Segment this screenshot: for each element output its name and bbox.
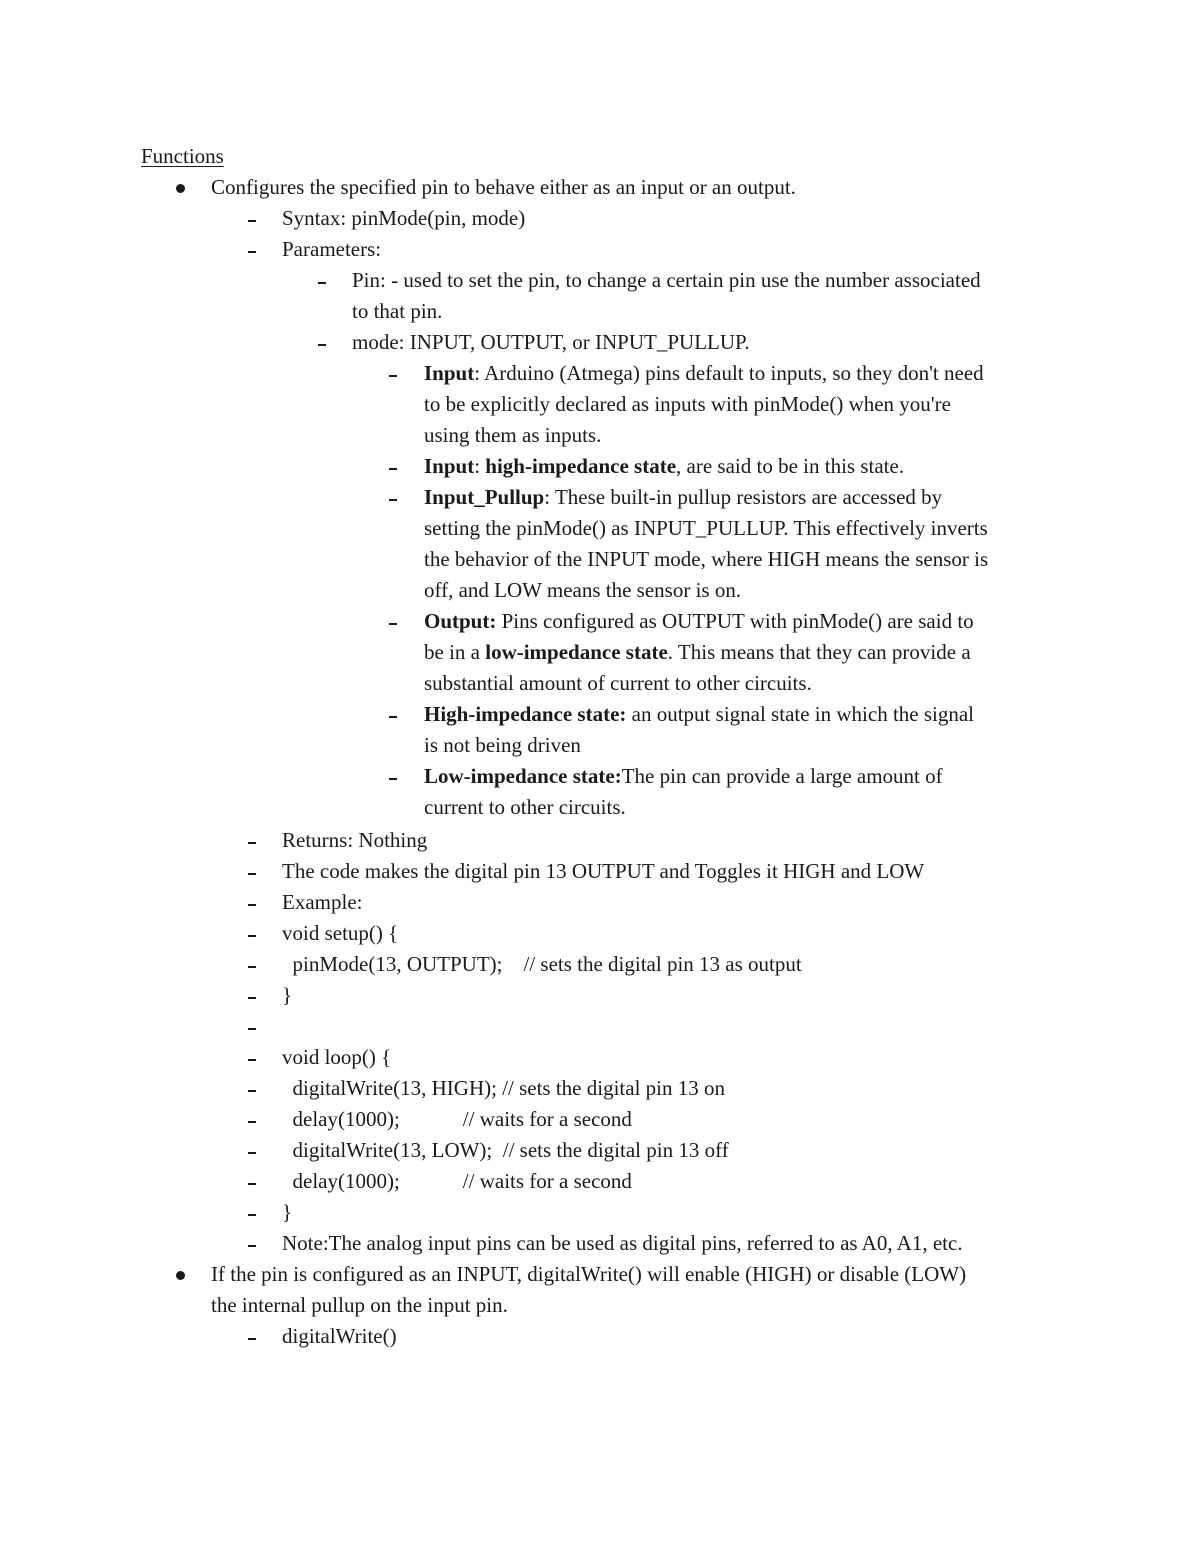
dash-marker [248, 1152, 256, 1154]
code-line: pinMode(13, OUTPUT); // sets the digital pin 13 as output [282, 952, 802, 976]
code-line: void loop() { [282, 1045, 392, 1069]
dash-marker [389, 778, 397, 780]
dash-marker [318, 282, 326, 284]
dash-marker [248, 251, 256, 253]
section-heading: Functions [141, 144, 224, 168]
high-impedance-term: high-impedance state [485, 454, 677, 478]
dash-marker [248, 1121, 256, 1123]
dash-marker [248, 1183, 256, 1185]
code-line: delay(1000); // waits for a second [282, 1169, 632, 1193]
input-desc-line: to be explicitly declared as inputs with pinMode() when you're [424, 392, 951, 416]
code-line: delay(1000); // waits for a second [282, 1107, 632, 1131]
dash-marker [248, 935, 256, 937]
code-description-line: The code makes the digital pin 13 OUTPUT and Toggles it HIGH and LOW [282, 859, 925, 883]
code-line: } [282, 983, 293, 1007]
high-impedance-line: is not being driven [424, 733, 581, 757]
pullup-line: off, and LOW means the sensor is on. [424, 578, 742, 602]
low-impedance-term: low-impedance state [485, 640, 668, 664]
dash-marker [389, 499, 397, 501]
bullet-marker [176, 1271, 185, 1280]
pullup-line: Input_Pullup: These built-in pullup resistors are accessed by [424, 485, 943, 509]
bullet-marker [176, 184, 185, 193]
dash-marker [248, 220, 256, 222]
high-impedance-term: High-impedance state: [424, 702, 627, 726]
dash-marker [248, 1245, 256, 1247]
dash-marker [248, 1214, 256, 1216]
bullet-text: Configures the specified pin to behave either as an input or an output. [211, 175, 796, 199]
input-term: Input [424, 454, 475, 478]
bullet-text: the internal pullup on the input pin. [211, 1293, 508, 1317]
high-impedance-line: High-impedance state: an output signal state in which the signal [424, 702, 975, 726]
code-line: } [282, 1200, 293, 1224]
code-line: digitalWrite(13, LOW); // sets the digital pin 13 off [282, 1138, 729, 1162]
code-line: digitalWrite(13, HIGH); // sets the digital pin 13 on [282, 1076, 725, 1100]
dash-marker [248, 1090, 256, 1092]
input-term: Input [424, 361, 475, 385]
dash-marker [248, 1028, 256, 1030]
low-impedance-line: current to other circuits. [424, 795, 626, 819]
input-state-line: Input: high-impedance state, are said to be in this state. [424, 454, 905, 478]
dash-marker [248, 842, 256, 844]
dash-marker [389, 716, 397, 718]
code-line: void setup() { [282, 921, 399, 945]
dash-marker [248, 997, 256, 999]
pullup-line: setting the pinMode() as INPUT_PULLUP. This effectively inverts [424, 516, 988, 540]
pullup-term: Input_Pullup [424, 485, 545, 509]
dash-marker [248, 1338, 256, 1340]
pullup-line: the behavior of the INPUT mode, where HIGH means the sensor is [424, 547, 989, 571]
input-desc-line [424, 358, 984, 389]
dash-marker [318, 344, 326, 346]
bullet-text: If the pin is configured as an INPUT, digitalWrite() will enable (HIGH) or disable (LOW) [211, 1262, 967, 1286]
output-line: be in a low-impedance state. This means that they can provide a [424, 640, 971, 664]
low-impedance-line: Low-impedance state:The pin can provide a large amount of [424, 764, 943, 788]
pin-param-line: Pin: - used to set the pin, to change a certain pin use the number associated [352, 268, 981, 292]
returns-line: Returns: Nothing [282, 828, 428, 852]
dash-marker [248, 966, 256, 968]
mode-param-line: mode: INPUT, OUTPUT, or INPUT_PULLUP. [352, 330, 750, 354]
parameters-line: Parameters: [282, 237, 382, 261]
pin-param-line: to that pin. [352, 299, 443, 323]
syntax-line: Syntax: pinMode(pin, mode) [282, 206, 526, 230]
output-line: Output: Pins configured as OUTPUT with pinMode() are said to [424, 609, 974, 633]
output-term: Output: [424, 609, 497, 633]
input-desc: : Arduino (Atmega) pins default to inputs, so they don't need [474, 361, 984, 385]
dash-marker [389, 375, 397, 377]
input-desc-line: using them as inputs. [424, 423, 602, 447]
dash-marker [248, 904, 256, 906]
digitalwrite-line: digitalWrite() [282, 1324, 397, 1348]
note-line: Note:The analog input pins can be used as digital pins, referred to as A0, A1, etc. [282, 1231, 963, 1255]
dash-marker [389, 468, 397, 470]
low-impedance-term: Low-impedance state: [424, 764, 622, 788]
example-line: Example: [282, 890, 363, 914]
dash-marker [389, 623, 397, 625]
dash-marker [248, 1059, 256, 1061]
dash-marker [248, 873, 256, 875]
output-line: substantial amount of current to other circuits. [424, 671, 812, 695]
